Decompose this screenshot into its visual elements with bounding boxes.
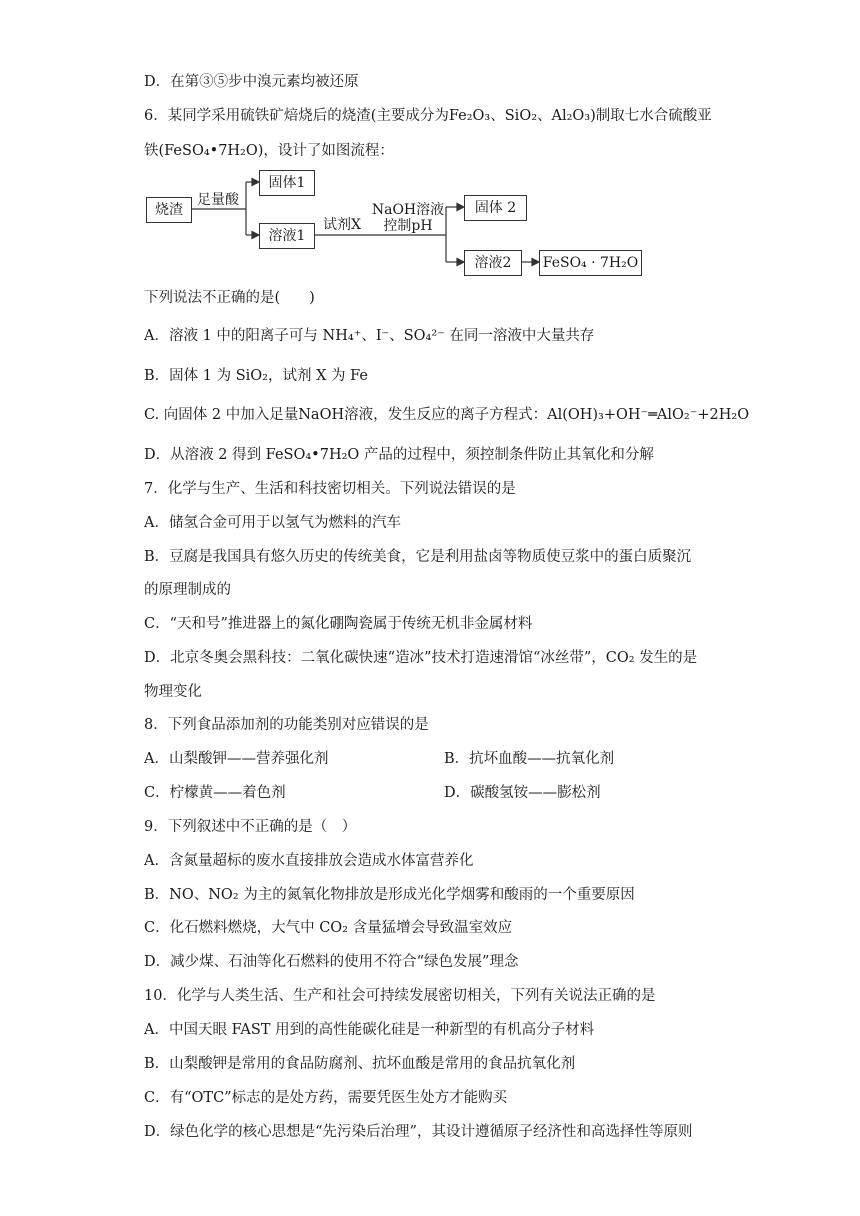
q10-option-b: B．山梨酸钾是常用的食品防腐剂、抗坏血酸是常用的食品抗氧化剂 bbox=[144, 1056, 576, 1072]
q7-option-d-line1: D．北京冬奥会黑科技：二氧化碳快速“造冰”技术打造速滑馆“冰丝带”，CO₂ 发生的是 bbox=[144, 650, 698, 666]
q7-stem: 7．化学与生产、生活和科技密切相关。下列说法错误的是 bbox=[144, 481, 516, 497]
flow-solid2-label: 固体 2 bbox=[474, 200, 517, 216]
q9-option-a: A．含氮量超标的废水直接排放会造成水体富营养化 bbox=[144, 853, 474, 869]
flow-ph-label: 控制pH bbox=[383, 218, 433, 234]
flow-solution2-label: 溶液2 bbox=[474, 255, 512, 271]
q7-option-c: C．“天和号”推进器上的氮化硼陶瓷属于传统无机非金属材料 bbox=[144, 616, 533, 632]
q6-stem-line2: 铁(FeSO₄•7H₂O)，设计了如图流程： bbox=[144, 143, 394, 159]
q5-option-d: D．在第③⑤步中溴元素均被还原 bbox=[144, 74, 359, 90]
q8-option-d: D．碳酸氢铵——膨松剂 bbox=[444, 785, 601, 801]
q8-option-c: C．柠檬黄——着色剂 bbox=[144, 785, 286, 801]
flow-product-label: FeSO₄ · 7H₂O bbox=[542, 255, 639, 271]
q9-option-c: C．化石燃料燃烧，大气中 CO₂ 含量猛增会导致温室效应 bbox=[144, 920, 513, 936]
flow-solution2-box bbox=[464, 250, 522, 276]
q10-option-a: A．中国天眼 FAST 用到的高性能碳化硅是一种新型的有机高分子材料 bbox=[144, 1022, 595, 1038]
q8-option-a: A．山梨酸钾——营养强化剂 bbox=[144, 751, 329, 767]
q6-option-c: C. 向固体 2 中加入足量NaOH溶液，发生反应的离子方程式：Al(OH)₃+OH⁻═AlO₂⁻+2H₂O bbox=[144, 407, 750, 423]
q7-option-b-line2: 的原理制成的 bbox=[144, 582, 231, 598]
q6-stem-line1: 6．某同学采用硫铁矿焙烧后的烧渣(主要成分为Fe₂O₃、SiO₂、Al₂O₃)制取七水合硫酸亚 bbox=[144, 108, 712, 124]
q9-stem: 9．下列叙述中不正确的是（ ） bbox=[144, 819, 357, 835]
q7-option-a: A．储氢合金可用于以氢气为燃料的汽车 bbox=[144, 515, 401, 531]
flow-solution1-box bbox=[259, 223, 315, 249]
flow-slag-box bbox=[146, 197, 192, 223]
flow-solid2-box bbox=[464, 195, 527, 221]
q6-ask: 下列说法不正确的是( ) bbox=[144, 290, 315, 306]
q8-stem: 8．下列食品添加剂的功能类别对应错误的是 bbox=[144, 717, 429, 733]
flow-solution1-label: 溶液1 bbox=[268, 228, 306, 244]
q8-option-b: B．抗坏血酸——抗氧化剂 bbox=[444, 751, 615, 767]
q9-option-b: B．NO、NO₂ 为主的氮氧化物排放是形成光化学烟雾和酸雨的一个重要原因 bbox=[144, 887, 635, 903]
q6-option-d: D．从溶液 2 得到 FeSO₄•7H₂O 产品的过程中，须控制条件防止其氧化和分解 bbox=[144, 447, 654, 463]
flow-naoh-label: NaOH溶液 bbox=[371, 202, 445, 218]
q10-stem: 10．化学与人类生活、生产和社会可持续发展密切相关，下列有关说法正确的是 bbox=[144, 988, 656, 1004]
flow-slag-label: 烧渣 bbox=[155, 202, 183, 218]
flow-product-box bbox=[539, 250, 642, 276]
flow-reagent-label: 试剂X bbox=[323, 217, 361, 233]
flow-acid-label: 足量酸 bbox=[197, 192, 239, 208]
q9-option-d: D．减少煤、石油等化石燃料的使用不符合“绿色发展”理念 bbox=[144, 954, 519, 970]
q10-option-d: D．绿色化学的核心思想是“先污染后治理”，其设计遵循原子经济性和高选择性等原则 bbox=[144, 1124, 693, 1140]
q6-option-b: B．固体 1 为 SiO₂，试剂 X 为 Fe bbox=[144, 368, 368, 384]
flow-solid1-label: 固体1 bbox=[268, 175, 306, 191]
q7-option-b-line1: B．豆腐是我国具有悠久历史的传统美食，它是利用盐卤等物质使豆浆中的蛋白质聚沉 bbox=[144, 549, 692, 565]
q6-option-a: A．溶液 1 中的阳离子可与 NH₄⁺、I⁻、SO₄²⁻ 在同一溶液中大量共存 bbox=[144, 328, 595, 344]
flow-solid1-box bbox=[259, 170, 315, 196]
q10-option-c: C．有“OTC”标志的是处方药，需要凭医生处方才能购买 bbox=[144, 1090, 508, 1106]
q7-option-d-line2: 物理变化 bbox=[144, 684, 202, 700]
